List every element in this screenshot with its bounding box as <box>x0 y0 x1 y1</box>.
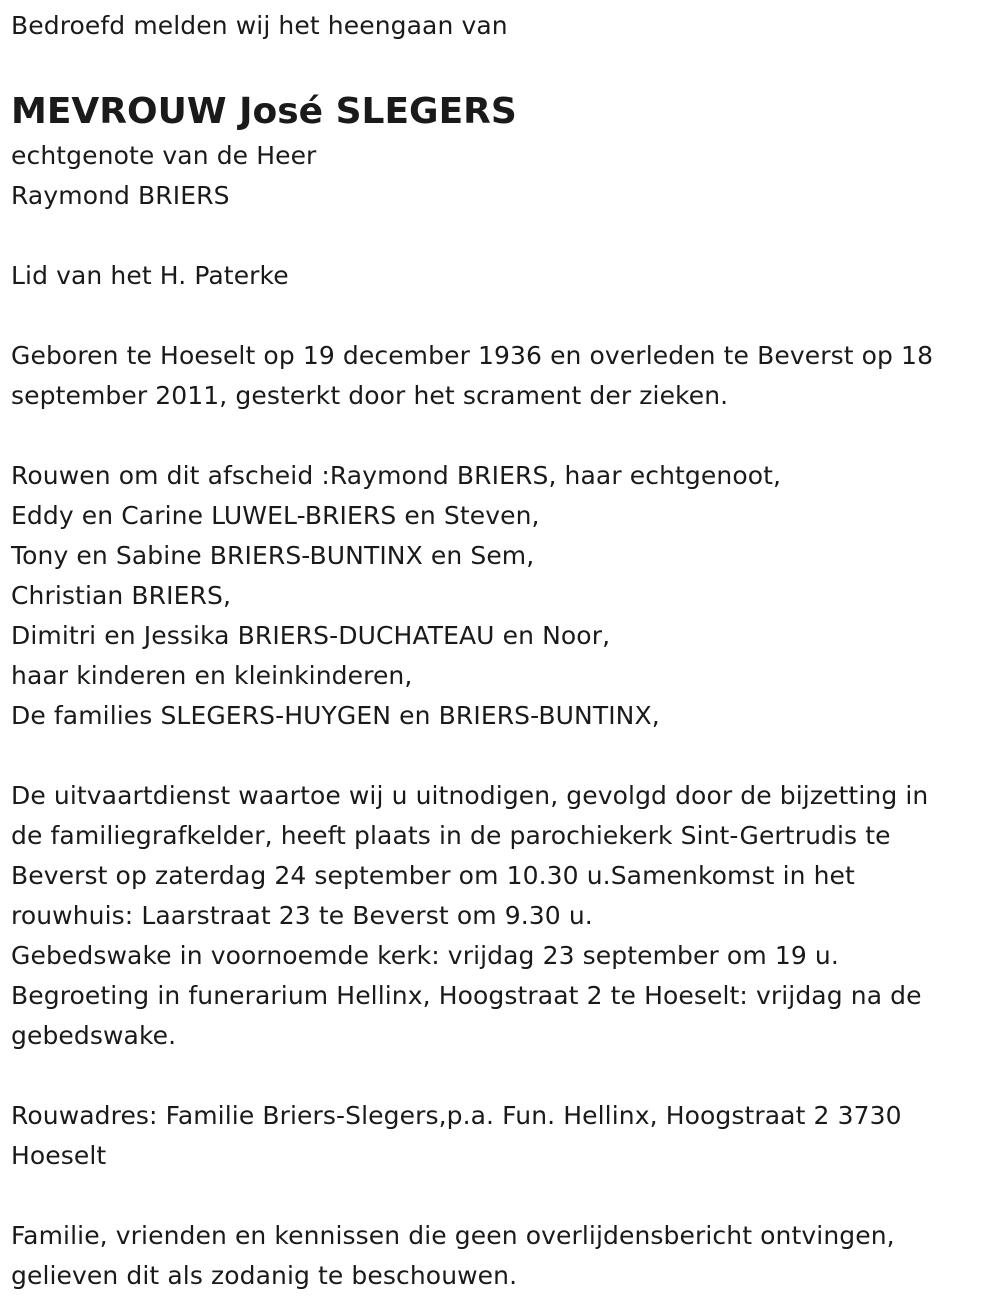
service-line: gebedswake. <box>11 1021 177 1050</box>
mourner-line: De families SLEGERS-HUYGEN en BRIERS-BUNTINX, <box>11 701 660 730</box>
mourner-line: Tony en Sabine BRIERS-BUNTINX en Sem, <box>11 541 535 570</box>
spouse-line: Raymond BRIERS <box>11 181 230 210</box>
birth-death-line: Geboren te Hoeselt op 19 december 1936 en overleden te Beverst op 18 <box>11 341 934 370</box>
service-line: rouwhuis: Laarstraat 23 te Beverst om 9.30 u. <box>11 901 593 930</box>
service-line: Begroeting in funerarium Hellinx, Hoogstraat 2 te Hoeselt: vrijdag na de <box>11 981 922 1010</box>
address-line: Rouwadres: Familie Briers-Slegers,p.a. Fun. Hellinx, Hoogstraat 2 3730 <box>11 1101 902 1130</box>
mourner-line: Dimitri en Jessika BRIERS-DUCHATEAU en Noor, <box>11 621 611 650</box>
mourner-line: Rouwen om dit afscheid :Raymond BRIERS, haar echtgenoot, <box>11 461 782 490</box>
address-line: Hoeselt <box>11 1141 107 1170</box>
deceased-name-title: MEVROUW José SLEGERS <box>11 91 517 132</box>
mourner-line: Christian BRIERS, <box>11 581 231 610</box>
service-line: Gebedswake in voornoemde kerk: vrijdag 23 september om 19 u. <box>11 941 839 970</box>
service-line: De uitvaartdienst waartoe wij u uitnodigen, gevolgd door de bijzetting in <box>11 781 929 810</box>
closing-line: gelieven dit als zodanig te beschouwen. <box>11 1261 518 1290</box>
mourner-line: Eddy en Carine LUWEL-BRIERS en Steven, <box>11 501 540 530</box>
intro-text: Bedroefd melden wij het heengaan van <box>11 11 508 40</box>
birth-death-line: september 2011, gesterkt door het scrament der zieken. <box>11 381 729 410</box>
service-line: de familiegrafkelder, heeft plaats in de parochiekerk Sint-Gertrudis te <box>11 821 891 850</box>
spouse-line: echtgenote van de Heer <box>11 141 317 170</box>
closing-line: Familie, vrienden en kennissen die geen overlijdensbericht ontvingen, <box>11 1221 895 1250</box>
service-line: Beverst op zaterdag 24 september om 10.30 u.Samenkomst in het <box>11 861 855 890</box>
mourner-line: haar kinderen en kleinkinderen, <box>11 661 413 690</box>
membership-text: Lid van het H. Paterke <box>11 261 289 290</box>
